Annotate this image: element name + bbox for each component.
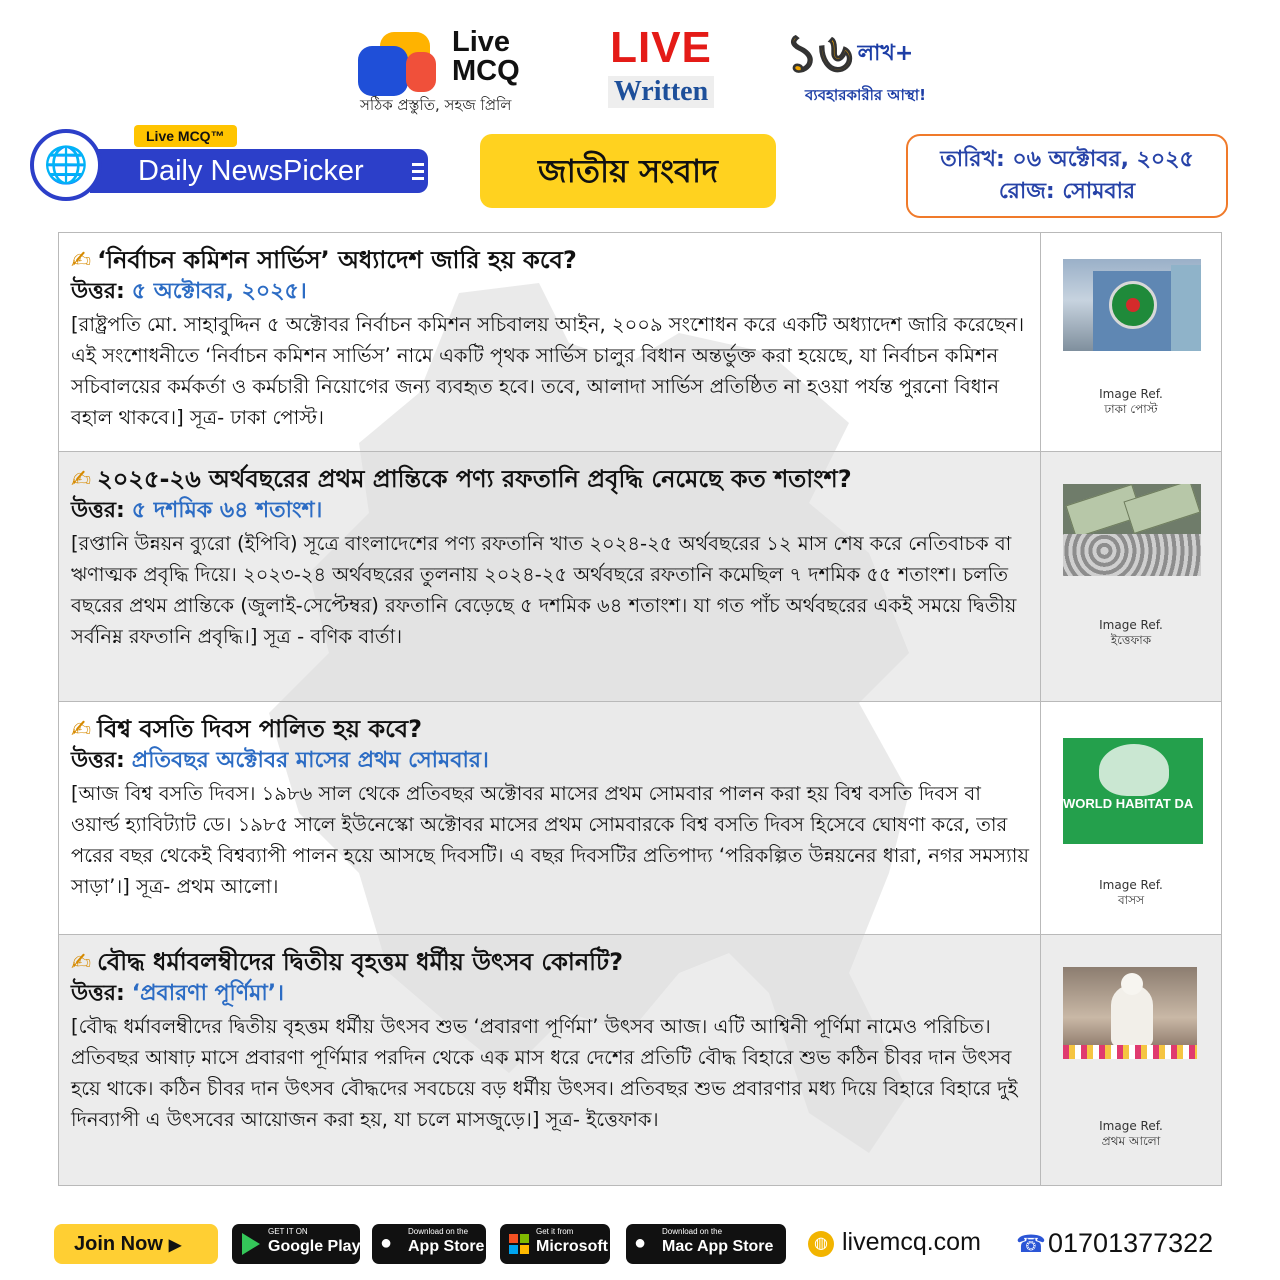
world-habitat-day-image: WORLD HABITAT DA [1063,738,1203,844]
live-written-logo [606,24,716,108]
user-count-unit: লাখ+ [857,40,914,66]
footer [0,1224,1280,1268]
image-cell [1041,702,1221,934]
mac-app-store-button[interactable]: ● Download on the Mac App Store [626,1224,786,1264]
money-coins-image [1063,484,1201,576]
app-store-button[interactable]: ● Download on the App Store [372,1224,486,1264]
user-count-number: ১৬ [785,24,853,84]
image-ref: Image Ref. বাসস [1099,878,1163,907]
microsoft-store-button[interactable]: Get it from Microsoft [500,1224,610,1264]
answer: উত্তর: ৫ অক্টোবর, ২০২৫। [71,279,307,304]
apple-icon: ● [380,1232,393,1254]
apple-icon: ● [634,1232,647,1254]
daily-newspicker-logo [30,125,400,205]
news-table [58,232,1222,1186]
google-play-icon [242,1233,260,1255]
image-cell [1041,452,1221,701]
news-item-2 [59,452,1221,702]
answer: উত্তর: প্রতিবছর অক্টোবর মাসের প্রথম সোমবার। [71,748,489,773]
news-item-text [59,935,1041,1185]
news-item-text [59,452,1041,701]
brand-row [0,22,1280,122]
join-now-button[interactable]: Join Now ▶ [54,1224,218,1264]
election-commission-building-image [1063,259,1201,351]
written-label: Written [608,76,714,108]
news-item-text [59,233,1041,451]
answer: উত্তর: ‘প্রবারণা পূর্ণিমা’। [71,981,284,1006]
day-line: রোজ: সোমবার [998,179,1136,204]
dnp-small-label: Live MCQ™ [134,125,237,147]
explanation: [রাষ্ট্রপতি মো. সাহাবুদ্দিন ৫ অক্টোবর নির্বাচন কমিশন সচিবালয় আইন, ২০০৯ সংশোধন করে একটি অধ্যাদেশ জারি করেছেন। এই সংশোধনীতে ‘নির্বাচন কমিশন সার্ভিস’ নামে একটি পৃথক সার্ভিস চালুর বিধান অন্তর্ভুক্ত করা হয়েছে, যা নির্বাচন কমিশন সচিবালয়ের কর্মকর্তা ও কর্মচারী নিয়োগের জন্য ব্যবহৃত হবে। তবে, আলাদা সার্ভিস প্রতিষ্ঠিত না হওয়া পর্যন্ত পুরনো বিধান বহাল থাকবে।] সূত্র- ঢাকা পোস্ট। [71,313,1025,429]
image-ref: Image Ref. প্রথম আলো [1099,1119,1163,1148]
play-arrow-icon: ▶ [168,1237,182,1254]
livemcq-tagline: সঠিক প্রস্তুতি, সহজ প্রিলি [360,96,512,114]
writing-hand-icon: ✍ [71,246,92,274]
question: ✍ ২০২৫-২৬ অর্থবছরের প্রথম প্রান্তিকে পণ্য রফতানি প্রবৃদ্ধি নেমেছে কত শতাংশ? [71,465,852,493]
image-ref: Image Ref. ঢাকা পোস্ট [1099,387,1163,416]
answer: উত্তর: ৫ দশমিক ৬৪ শতাংশ। [71,498,323,523]
globe-icon: ◍ [808,1231,834,1257]
microsoft-icon [509,1234,529,1254]
writing-hand-icon: ✍ [71,948,92,976]
category-title: জাতীয় সংবাদ [480,134,776,208]
google-play-button[interactable]: GET IT ON Google Play [232,1224,360,1264]
image-cell [1041,935,1221,1185]
question: ✍ বিশ্ব বসতি দিবস পালিত হয় কবে? [71,715,423,743]
writing-hand-icon: ✍ [71,715,92,743]
menu-lines-icon [412,163,424,184]
website-link[interactable]: ◍ livemcq.com [808,1228,981,1257]
support-agent-icon: ☎ [1016,1231,1046,1258]
explanation: [বৌদ্ধ ধর্মাবলম্বীদের দ্বিতীয় বৃহত্তম ধর্মীয় উৎসব শুভ ‘প্রবারণা পূর্ণিমা’ উৎসব আজ। এটি আশ্বিনী পূর্ণিমা নামেও পরিচিত।প্রতিবছর আষাঢ় মাসে প্রবারণা পূর্ণিমার পরদিন থেকে এক মাস ধরে দেশের প্রতিটি বৌদ্ধ বিহারে শুভ কঠিন চীবর দান উৎসব হয়ে থাকে। কঠিন চীবর দান উৎসব বৌদ্ধদের সবচেয়ে বড় ধর্মীয় উৎসব। প্রতিবছর শুভ প্রবারণার মধ্য দিয়ে বিহারে বিহারে দুই দিনব্যাপী এ উৎসবের আয়োজন করা হয়, যা চলে মাসজুড়ে।] সূত্র- ইত্তেফাক। [71,1015,1018,1131]
buddha-statue-image [1063,967,1197,1059]
dnp-title: Daily NewsPicker [90,149,428,193]
question: ✍ ‘নির্বাচন কমিশন সার্ভিস’ অধ্যাদেশ জারি হয় কবে? [71,246,577,274]
user-count-badge [785,26,965,109]
image-cell [1041,233,1221,451]
live-label: LIVE [610,23,712,72]
phone-number[interactable]: ☎01701377322 [1016,1228,1214,1258]
explanation: [রপ্তানি উন্নয়ন ব্যুরো (ইপিবি) সূত্রে বাংলাদেশের পণ্য রফতানি খাত ২০২৪-২৫ অর্থবছরের ১২ মাস শেষ করে নেতিবাচক বা ঋণাত্মক প্রবৃদ্ধি দিয়ে। ২০২৩-২৪ অর্থবছরের তুলনায় ২০২৪-২৫ অর্থবছরে রফতানি কমেছিল ৭ দশমিক ৫৫ শতাংশ। চলতি বছরের প্রথম প্রান্তিকে (জুলাই-সেপ্টেম্বর) রফতানি বেড়েছে ৫ দশমিক ৬৪ শতাংশ। যা গত পাঁচ অর্থবছরের একই সময়ে দ্বিতীয় সর্বনিম্ন রফতানি প্রবৃদ্ধি।] সূত্র - বণিক বার্তা। [71,532,1017,648]
explanation: [আজ বিশ্ব বসতি দিবস। ১৯৮৬ সাল থেকে প্রতিবছর অক্টোবর মাসের প্রথম সোমবার পালন করা হয় বিশ্ব বসতি দিবস বা ওয়ার্ল্ড হ্যাবিট্যাট ডে। ১৯৮৫ সালে ইউনেস্কো অক্টোবর মাসের প্রথম সোমবারকে বিশ্ব বসতি দিবস হিসেবে ঘোষণা করে, তার পরের বছর থেকেই বিশ্বব্যাপী পালন হয়ে আসছে দিবসটি। এ বছর দিবসটির প্রতিপাদ্য ‘পরিকল্পিত উন্নয়নের ধারা, নগর সমস্যায় সাড়া’।] সূত্র- প্রথম আলো। [71,782,1029,898]
news-item-4 [59,935,1221,1185]
globe-news-icon: 🌐 [30,129,102,201]
date-box [906,134,1228,218]
user-trust-text: ব্যবহারকারীর আস্থা! [805,86,927,104]
writing-hand-icon: ✍ [71,465,92,493]
livemcq-logo-icon [358,32,438,94]
news-item-3 [59,702,1221,935]
question: ✍ বৌদ্ধ ধর্মাবলম্বীদের দ্বিতীয় বৃহত্তম ধর্মীয় উৎসব কোনটি? [71,948,624,976]
image-ref: Image Ref. ইত্তেফাক [1099,618,1163,647]
livemcq-wordmark: Live MCQ [452,26,520,87]
news-item-1 [59,233,1221,452]
news-item-text [59,702,1041,934]
date-line: তারিখ: ০৬ অক্টোবর, ২০২৫ [940,147,1194,172]
